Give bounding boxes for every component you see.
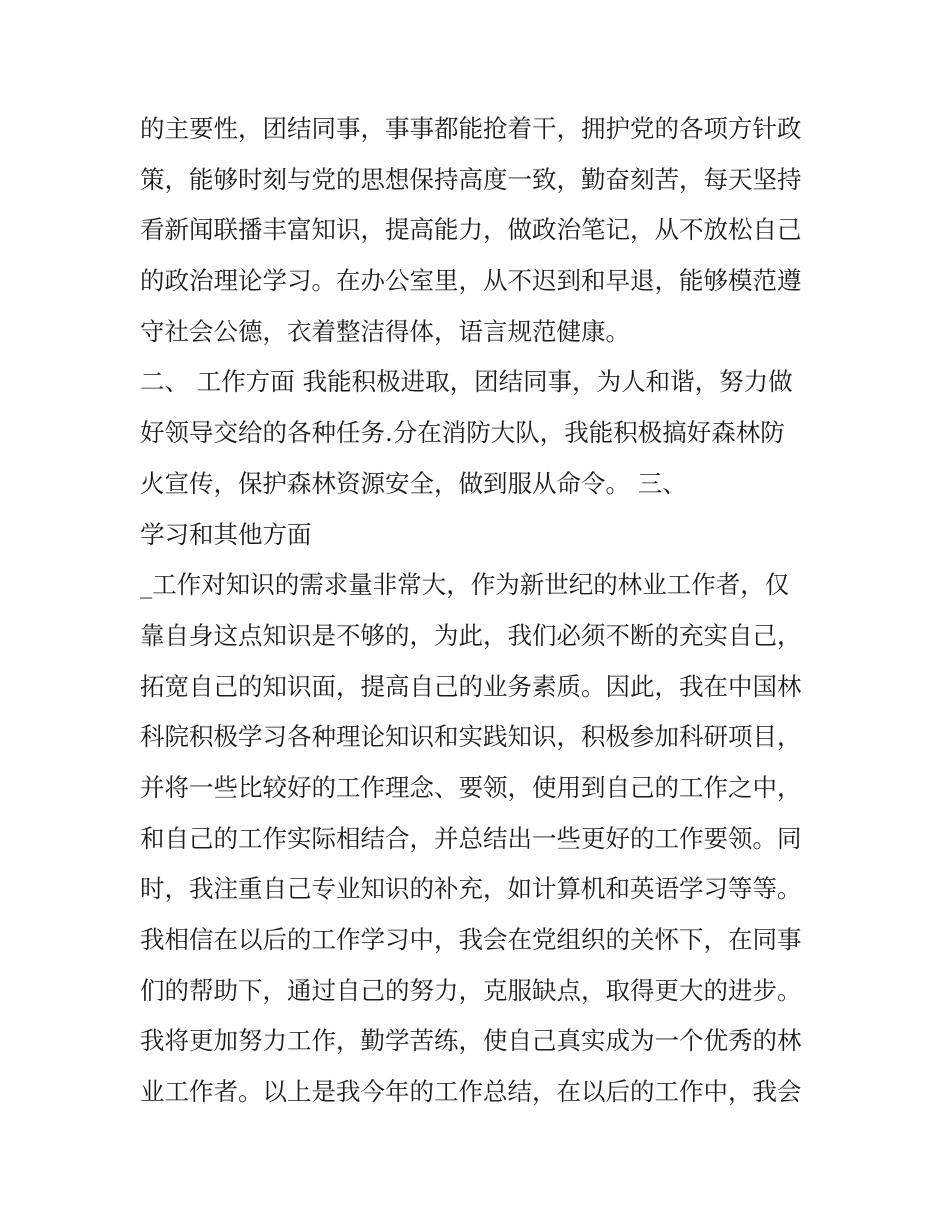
- text-line: 们的帮助下，通过自己的努力，克服缺点，取得更大的进步。: [140, 975, 802, 1005]
- text-line: 好领导交给的各种任务.分在消防大队，我能积极搞好森林防: [140, 418, 785, 448]
- text-line: 业工作者。以上是我今年的工作总结，在以后的工作中，我会: [140, 1077, 802, 1107]
- text-line: 我相信在以后的工作学习中，我会在党组织的关怀下，在同事: [140, 925, 802, 954]
- section-heading-line: 二、 工作方面 我能积极进取，团结同事，为人和谐，努力做: [140, 367, 793, 397]
- text-line: 和自己的工作实际相结合，并总结出一些更好的工作要领。同: [140, 823, 802, 853]
- text-line: 靠自身这点知识是不够的，为此，我们必须不断的充实自己，: [140, 620, 802, 650]
- text-line: 时，我注重自己专业知识的补充，如计算机和英语学习等等。: [140, 874, 802, 904]
- text-line: 的主要性，团结同事，事事都能抢着干，拥护党的各项方针政: [140, 114, 802, 143]
- text-line: 守社会公德，衣着整洁得体，语言规范健康。: [140, 316, 630, 346]
- text-line: 看新闻联播丰富知识，提高能力，做政治笔记，从不放松自己: [140, 215, 802, 245]
- text-line: 的政治理论学习。在办公室里，从不迟到和早退，能够模范遵: [140, 266, 802, 296]
- text-line: 火宣传，保护森林资源安全，做到服从命令。 三、: [140, 468, 687, 498]
- text-line: _工作对知识的需求量非常大，作为新世纪的林业工作者，仅: [140, 570, 790, 600]
- text-line: 拓宽自己的知识面，提高自己的业务素质。因此，我在中国林: [140, 671, 802, 701]
- body-text: [140, 104, 820, 1118]
- section-heading-line: 学习和其他方面: [140, 519, 312, 549]
- text-line: 科院积极学习各种理论知识和实践知识，积极参加科研项目，: [140, 722, 802, 752]
- text-line: 我将更加努力工作，勤学苦练，使自己真实成为一个优秀的林: [140, 1026, 802, 1056]
- text-line: 策，能够时刻与党的思想保持高度一致，勤奋刻苦，每天坚持: [140, 164, 802, 194]
- text-line: 并将一些比较好的工作理念、要领，使用到自己的工作之中，: [140, 772, 802, 802]
